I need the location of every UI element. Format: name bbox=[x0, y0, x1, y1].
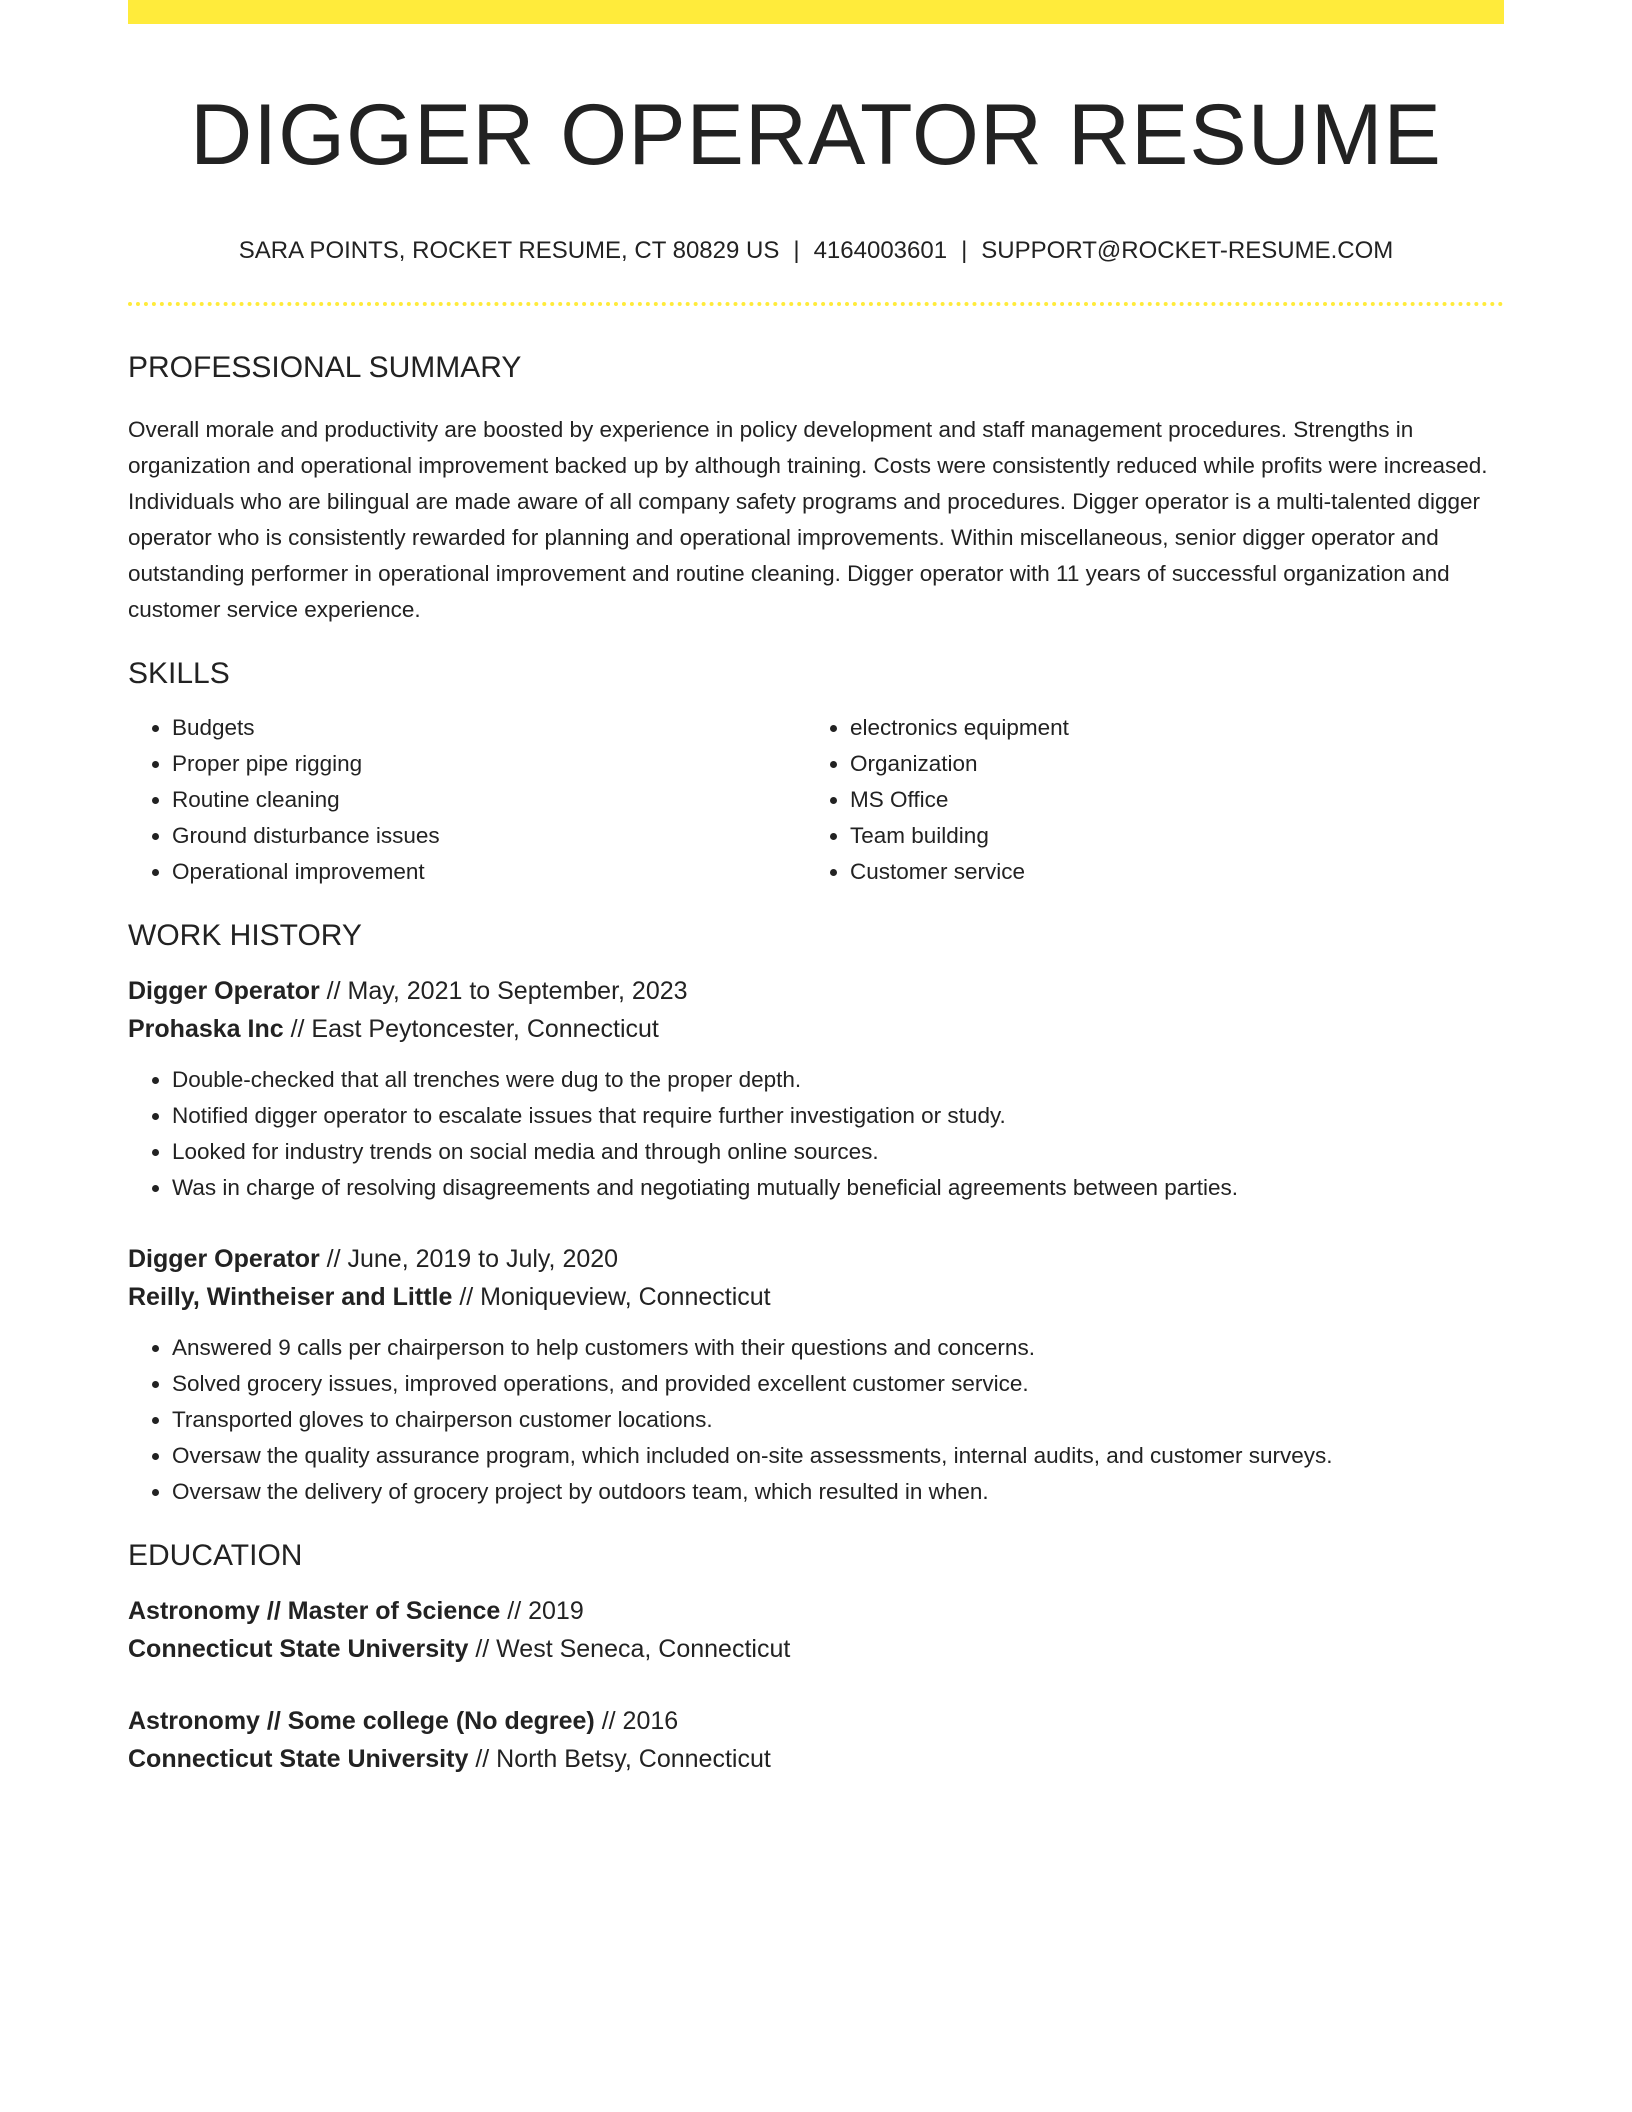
summary-text: Overall morale and productivity are boosted by experience in policy development and staff management procedures. Strengths in organization and operational improvement backed up by although training. Costs were consistently reduced while profits were increased. Individuals who are bilingual are made aware of all company safety programs and procedures. Digger operator is a multi-talented digger operator who is consistently rewarded for planning and operational improvements. Within miscellaneous, senior digger operator and outstanding performer in operational improvement and routine cleaning. Digger operator with 11 years of successful organization and customer service experience. bbox=[128, 417, 1488, 623]
skill-item: • Customer service bbox=[850, 854, 1484, 890]
education-degree-line bbox=[128, 1702, 1504, 1740]
education-location: // North Betsy, Connecticut bbox=[475, 1745, 771, 1774]
contact-separator: | bbox=[793, 237, 800, 265]
education-school: Connecticut State University bbox=[128, 1745, 469, 1774]
skill-item: • Routine cleaning bbox=[172, 782, 806, 818]
job-entry bbox=[128, 972, 1504, 1206]
duty-item: • Answered 9 calls per chairperson to help customers with their questions and concerns. bbox=[172, 1330, 1504, 1366]
skill-item: • Ground disturbance issues bbox=[172, 818, 806, 854]
job-dates: // May, 2021 to September, 2023 bbox=[326, 977, 688, 1006]
job-company-line bbox=[128, 1010, 1504, 1048]
contact-line bbox=[128, 235, 1504, 266]
contact-address: SARA POINTS, ROCKET RESUME, CT 80829 US bbox=[238, 237, 780, 265]
job-duties bbox=[128, 1062, 1504, 1206]
skill-item: • Operational improvement bbox=[172, 854, 806, 890]
skills-column-left bbox=[128, 710, 806, 890]
skill-item: • Budgets bbox=[172, 710, 806, 746]
education-entry bbox=[128, 1592, 1504, 1668]
education-year: // 2019 bbox=[507, 1597, 584, 1626]
job-dates: // June, 2019 to July, 2020 bbox=[326, 1245, 619, 1274]
job-company-line bbox=[128, 1278, 1504, 1316]
contact-phone: 4164003601 bbox=[813, 237, 948, 265]
skills-column-right bbox=[806, 710, 1484, 890]
education-degree: Astronomy // Some college (No degree) bbox=[128, 1707, 595, 1736]
duty-item: • Solved grocery issues, improved operations, and provided excellent customer service. bbox=[172, 1366, 1504, 1402]
contact-separator: | bbox=[961, 237, 968, 265]
resume-title: DIGGER OPERATOR RESUME bbox=[190, 87, 1442, 183]
job-company: Prohaska Inc bbox=[128, 1015, 284, 1044]
job-title: Digger Operator bbox=[128, 977, 320, 1006]
duty-item: • Looked for industry trends on social media and through online sources. bbox=[172, 1134, 1504, 1170]
job-title-line bbox=[128, 1240, 1504, 1278]
job-location: // Moniqueview, Connecticut bbox=[459, 1283, 771, 1312]
duty-item: • Transported gloves to chairperson customer locations. bbox=[172, 1402, 1504, 1438]
education-school-line bbox=[128, 1740, 1504, 1778]
education-degree-line bbox=[128, 1592, 1504, 1630]
job-company: Reilly, Wintheiser and Little bbox=[128, 1283, 453, 1312]
skills-heading: SKILLS bbox=[128, 657, 230, 691]
duty-item: • Double-checked that all trenches were dug to the proper depth. bbox=[172, 1062, 1504, 1098]
education-location: // West Seneca, Connecticut bbox=[475, 1635, 791, 1664]
accent-top-bar bbox=[128, 0, 1504, 24]
skill-item: • Team building bbox=[850, 818, 1484, 854]
job-entry bbox=[128, 1240, 1504, 1510]
job-duties bbox=[128, 1330, 1504, 1510]
duty-item: • Oversaw the quality assurance program, which included on-site assessments, internal audits, and customer surveys. bbox=[172, 1438, 1504, 1474]
education-school: Connecticut State University bbox=[128, 1635, 469, 1664]
education-heading: EDUCATION bbox=[128, 1539, 303, 1573]
job-location: // East Peytoncester, Connecticut bbox=[290, 1015, 659, 1044]
job-title: Digger Operator bbox=[128, 1245, 320, 1274]
skill-item: • MS Office bbox=[850, 782, 1484, 818]
duty-item: • Was in charge of resolving disagreements and negotiating mutually beneficial agreements between parties. bbox=[172, 1170, 1504, 1206]
education-year: // 2016 bbox=[601, 1707, 679, 1736]
education-entry bbox=[128, 1702, 1504, 1778]
summary-heading: PROFESSIONAL SUMMARY bbox=[128, 351, 522, 385]
duty-item: • Oversaw the delivery of grocery project by outdoors team, which resulted in when. bbox=[172, 1474, 1504, 1510]
skill-item: • Organization bbox=[850, 746, 1484, 782]
education-school-line bbox=[128, 1630, 1504, 1668]
work-history-heading: WORK HISTORY bbox=[128, 919, 362, 953]
contact-email: SUPPORT@ROCKET-RESUME.COM bbox=[981, 237, 1394, 265]
job-title-line bbox=[128, 972, 1504, 1010]
dotted-divider bbox=[128, 302, 1504, 306]
skill-item: • electronics equipment bbox=[850, 710, 1484, 746]
skill-item: • Proper pipe rigging bbox=[172, 746, 806, 782]
skills-list bbox=[128, 710, 1504, 890]
resume-page bbox=[128, 0, 1504, 1778]
duty-item: • Notified digger operator to escalate issues that require further investigation or study. bbox=[172, 1098, 1504, 1134]
education-degree: Astronomy // Master of Science bbox=[128, 1597, 501, 1626]
